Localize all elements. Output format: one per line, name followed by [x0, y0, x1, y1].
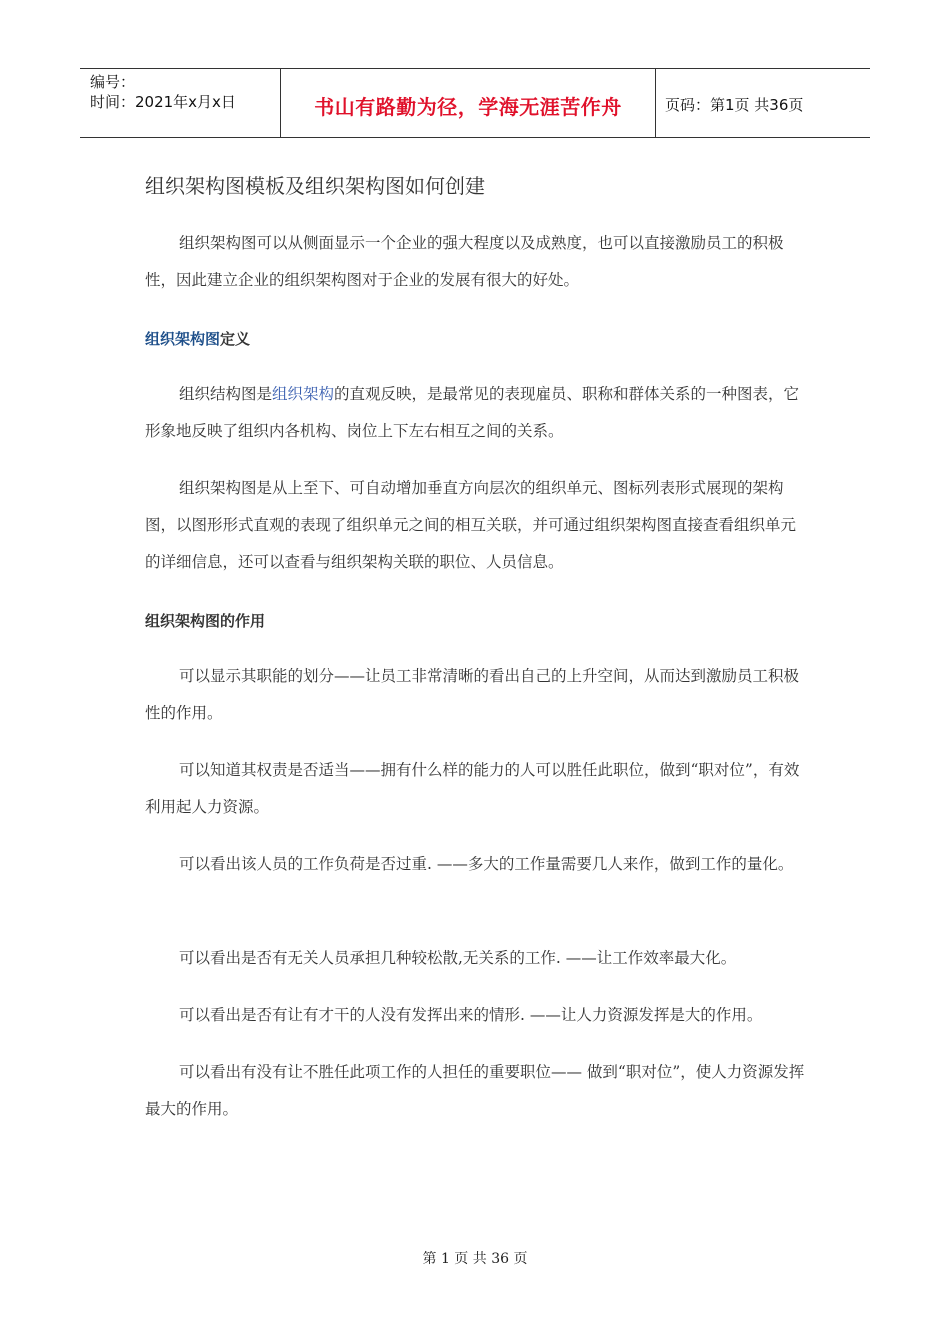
page-title: 组织架构图模板及组织架构图如何创建 [145, 174, 485, 198]
function-item-5: 可以看出是否有让有才干的人没有发挥出来的情形. ——让人力资源发挥是大的作用。 [179, 1006, 763, 1024]
page-footer: 第 1 页 共 36 页 [422, 1251, 528, 1267]
header-motto: 书山有路勤为径，学海无涯苦作舟 [314, 95, 622, 119]
function-item-1: 可以显示其职能的划分——让员工非常清晰的看出自己的上升空间，从而达到激励员工积极性的作用。 [145, 667, 800, 722]
definition-paragraph-1 [145, 376, 805, 450]
function-item-6: 可以看出有没有让不胜任此项工作的人担任的重要职位—— 做到“职对位”，使人力资源发挥最大的作用。 [145, 1063, 805, 1118]
function-item-3: 可以看出该人员的工作负荷是否过重. ——多大的工作量需要几人来作，做到工作的量化。 [179, 855, 794, 873]
header-page-cell [655, 69, 870, 137]
function-heading: 组织架构图的作用 [145, 612, 266, 630]
header-info-cell [80, 69, 280, 137]
document-number-label: 编号： [90, 73, 136, 91]
function-item-2: 可以知道其权责是否适当——拥有什么样的能力的人可以胜任此职位，做到“职对位”，有效利用起人力资源。 [145, 761, 800, 816]
function-item-4: 可以看出是否有无关人员承担几种较松散,无关系的工作. ——让工作效率最大化。 [179, 949, 737, 967]
definition-paragraph-2: 组织架构图是从上至下、可自动增加垂直方向层次的组织单元、图标列表形式展现的架构图，以图形形式直观的表现了组织单元之间的相互关联，并可通过组织架构图直接查看组织单元的详细信息，还可以查看与组织架构关联的职位、人员信息。 [145, 479, 797, 571]
definition-text-before: 组织结构图是 [179, 385, 273, 403]
definition-text-after: 的直观反映，是最常见的表现雇员、职称和群体关系的一种图表，它形象地反映了组织内各机构、岗位上下左右相互之间的关系。 [145, 385, 800, 440]
document-header [80, 68, 870, 138]
intro-paragraph: 组织架构图可以从侧面显示一个企业的强大程度以及成熟度，也可以直接激励员工的积极性，因此建立企业的组织架构图对于企业的发展有很大的好处。 [145, 234, 784, 289]
org-structure-link[interactable]: 组织架构 [272, 385, 335, 403]
definition-heading-link[interactable]: 组织架构图 [145, 330, 221, 348]
document-time-label: 时间：2021年x月x日 [90, 93, 236, 111]
header-page-code: 页码：第1页 共36页 [665, 96, 804, 114]
definition-heading [145, 328, 250, 349]
definition-heading-suffix: 定义 [220, 330, 251, 348]
header-motto-cell [280, 69, 656, 137]
